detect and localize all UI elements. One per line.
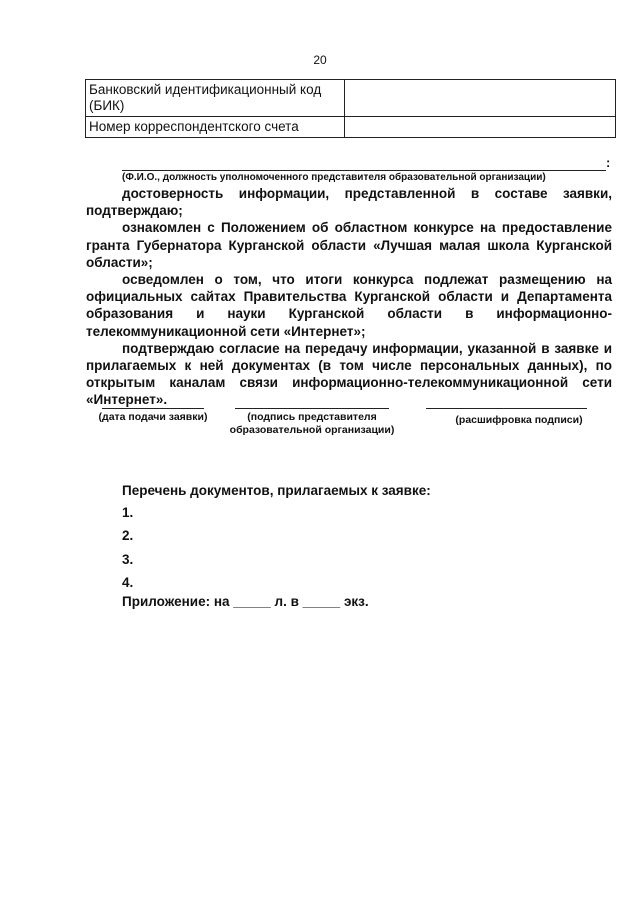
paragraph-consent: подтверждаю согласие на передачу информации, указанной в заявке и прилагаемых к ней документах (в том числе персональных данных), по открытым каналам связи информационно-телекоммуникационной сети «Интернет». xyxy=(86,340,612,408)
table-row xyxy=(86,117,616,138)
paragraph-reliability: достоверность информации, представленной в составе заявки, подтверждаю; xyxy=(86,186,612,219)
page-number: 20 xyxy=(313,53,327,67)
bank-details-table xyxy=(85,79,616,138)
table-row xyxy=(86,80,616,117)
documents-list xyxy=(122,504,133,597)
signature-line[interactable] xyxy=(235,408,389,409)
list-item: 3. xyxy=(122,551,134,567)
date-caption: (дата подачи заявки) xyxy=(98,411,208,423)
fio-caption: (Ф.И.О., должность уполномоченного представителя образовательной организации) xyxy=(122,172,546,183)
decoding-line[interactable] xyxy=(426,408,587,409)
signature-caption xyxy=(225,411,399,437)
fio-colon: : xyxy=(606,155,611,170)
signature-caption-line2: образовательной организации) xyxy=(229,424,395,436)
appendix-line: Приложение: на _____ л. в _____ экз. xyxy=(122,594,369,609)
declaration-text xyxy=(86,185,612,409)
date-line[interactable] xyxy=(102,408,204,409)
signature-caption-line1: (подпись представителя xyxy=(247,411,377,423)
decoding-caption: (расшифровка подписи) xyxy=(455,414,583,426)
list-item: 4. xyxy=(122,574,134,590)
paragraph-acquainted: ознакомлен с Положением об областном конкурсе на предоставление гранта Губернатора Курганской области «Лучшая малая школа Курганской области»; xyxy=(86,220,612,270)
corr-account-value[interactable] xyxy=(345,117,616,138)
corr-account-label: Номер корреспондентского счета xyxy=(86,117,345,138)
paragraph-informed: осведомлен о том, что итоги конкурса подлежат размещению на официальных сайтах Правительства Курганской области и Департамента образования и науки Курганской области в информационно-телекоммуникационной сети «Интернет»; xyxy=(86,272,612,339)
bik-value[interactable] xyxy=(345,80,616,117)
list-item: 2. xyxy=(122,528,134,544)
bik-label: Банковский идентификационный код (БИК) xyxy=(86,80,345,117)
list-item: 1. xyxy=(122,505,134,520)
documents-heading: Перечень документов, прилагаемых к заявке: xyxy=(122,483,431,498)
fio-signature-line[interactable] xyxy=(122,170,606,171)
